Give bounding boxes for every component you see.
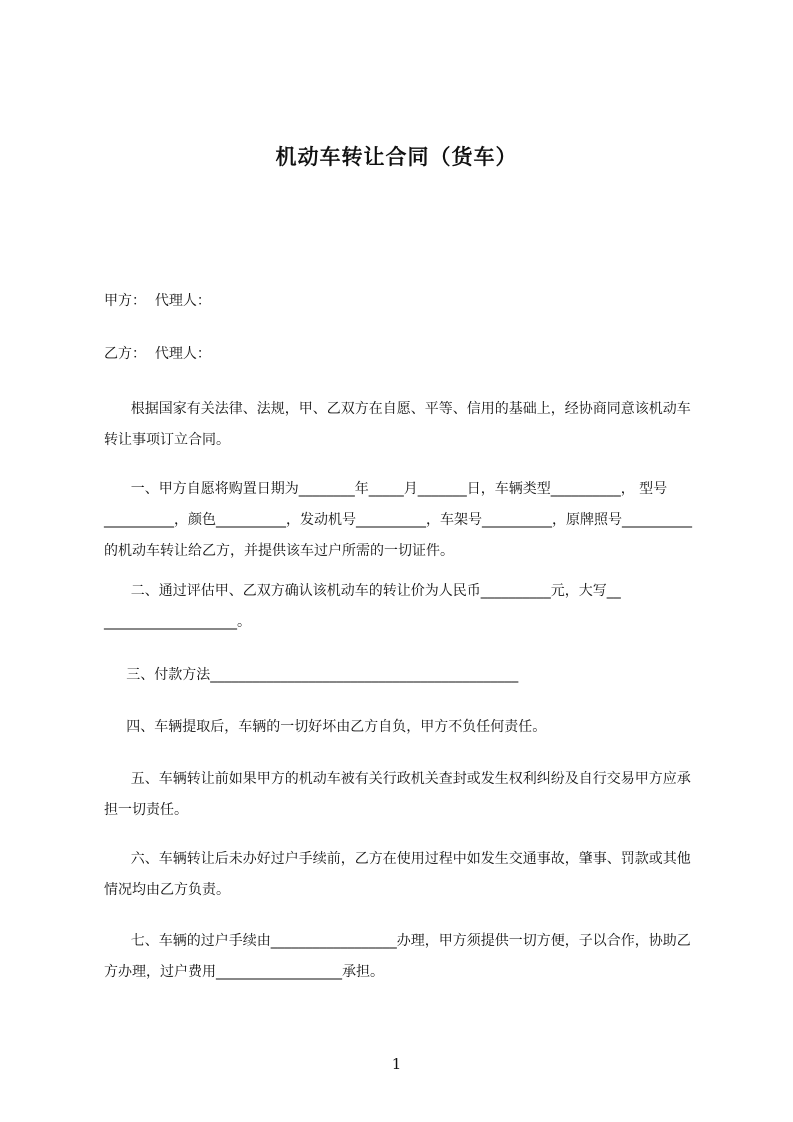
clause-6-paragraph: 六、车辆转让后未办好过户手续前，乙方在使用过程中如发生交通事故，肇事、罚款或其他情况均由乙方负责。 — [104, 851, 691, 898]
document-title: 机动车转让合同（货车） — [275, 145, 518, 169]
party-a-line: 甲方： 代理人： — [104, 293, 211, 309]
page-number: 1 — [391, 1055, 402, 1073]
clause-1-paragraph: 一、甲方自愿将购置日期为________年_____月_______日，车辆类型__________， 型号__________，颜色__________，发动机号__________，车架号__________，原牌照号__________的机动车转让给乙方，并提供该车过户所需的一切证件。 — [104, 481, 692, 559]
clause-4-paragraph: 四、车辆提取后，车辆的一切好坏由乙方自负，甲方不负任何责任。 — [104, 719, 547, 735]
clause-5-paragraph: 五、车辆转让前如果甲方的机动车被有关行政机关查封或发生权利纠纷及自行交易甲方应承担一切责任。 — [104, 771, 691, 818]
preamble-paragraph: 根据国家有关法律、法规，甲、乙双方在自愿、平等、信用的基础上，经协商同意该机动车转让事项订立合同。 — [104, 401, 691, 448]
clause-3-paragraph: 三、付款方法____________________________________________ — [104, 667, 519, 683]
party-b-line: 乙方： 代理人： — [104, 346, 211, 362]
clause-2-paragraph: 二、通过评估甲、乙双方确认该机动车的转让价为人民币__________元，大写__ ___________________。 — [104, 583, 626, 630]
clause-7-paragraph: 七、车辆的过户手续由__________________办理，甲方须提供一切方便，子以合作，协助乙方办理，过户费用__________________承担。 — [104, 933, 691, 980]
